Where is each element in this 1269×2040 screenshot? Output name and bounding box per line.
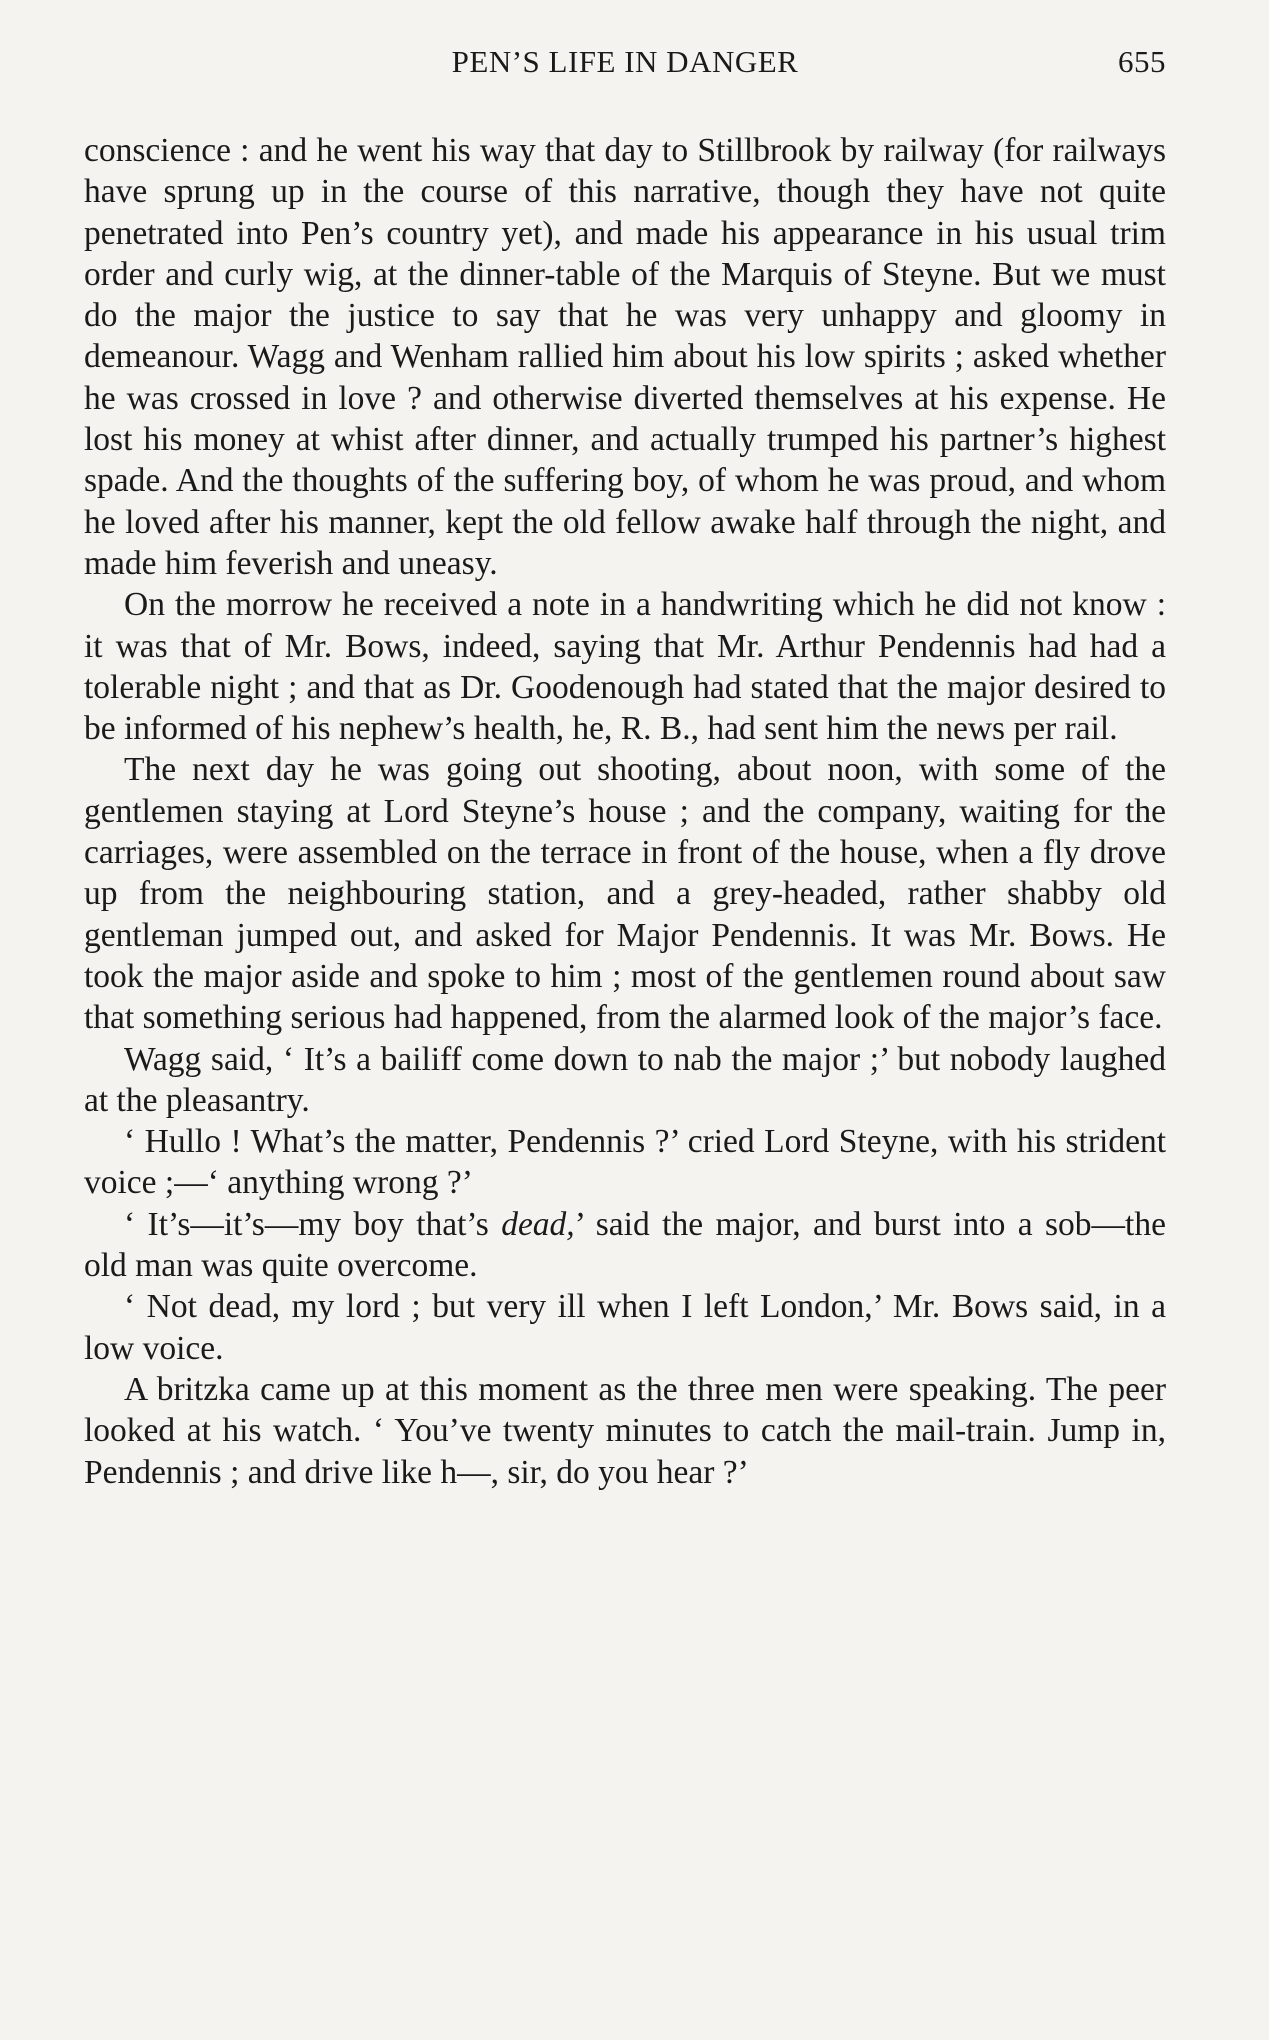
paragraph-8: A britzka came up at this moment as the three men were speaking. The peer looked at his watch. ‘ You’ve twenty minutes to catch the mail-train. Jump in, Pendennis ; and drive like h—, sir, do you hear ?’ xyxy=(84,1370,1166,1491)
paragraph-6 xyxy=(84,1204,1166,1287)
paragraph-7: ‘ Not dead, my lord ; but very ill when I left London,’ Mr. Bows said, in a low voice. xyxy=(84,1288,1166,1367)
paragraph-2: On the morrow he received a note in a handwriting which he did not know : it was that of Mr. Bows, indeed, saying that Mr. Arthur Pendennis had had a tolerable night ; and that as Dr. Goodenough had stated that the major desired to be informed of his nephew’s health, he, R. B., had sent him the news per rail. xyxy=(84,586,1166,748)
book-page xyxy=(84,44,1166,1493)
paragraph-6-after: ’ said the major, and burst into a sob—the old man was quite overcome. xyxy=(84,1205,1166,1285)
page-header xyxy=(84,44,1166,96)
paragraph-4: Wagg said, ‘ It’s a bailiff come down to nab the major ;’ but nobody laughed at the pleasantry. xyxy=(84,1040,1166,1119)
paragraph-1: conscience : and he went his way that day to Stillbrook by railway (for railways have sprung up in the course of this narrative, though they have not quite penetrated into Pen’s country yet), and made his appearance in his usual trim order and curly wig, at the dinner-table of the Marquis of Steyne. But we must do the major the justice to say that he was very unhappy and gloomy in demeanour. Wagg and Wenham rallied him about his low spirits ; asked whether he was crossed in love ? and otherwise diverted themselves at his expense. He lost his money at whist after dinner, and actually trumped his partner’s highest spade. And the thoughts of the suffering boy, of whom he was proud, and whom he loved after his manner, kept the old fellow awake half through the night, and made him feverish and uneasy. xyxy=(84,132,1166,582)
paragraph-3: The next day he was going out shooting, about noon, with some of the gentlemen staying at Lord Steyne’s house ; and the company, waiting for the carriages, were assembled on the terrace in front of the house, when a fly drove up from the neighbouring station, and a grey-headed, rather shabby old gentleman jumped out, and asked for Major Pendennis. It was Mr. Bows. He took the major aside and spoke to him ; most of the gentlemen round about saw that something serious had happened, from the alarmed look of the major’s face. xyxy=(84,751,1166,1037)
paragraph-6-emphasis: dead, xyxy=(501,1205,575,1243)
body-text xyxy=(84,130,1166,1493)
running-head: PEN’S LIFE IN DANGER xyxy=(451,44,799,79)
paragraph-5: ‘ Hullo ! What’s the matter, Pendennis ?’ cried Lord Steyne, with his strident voice ;—‘ anything wrong ?’ xyxy=(84,1123,1166,1202)
paragraph-6-before: ‘ It’s—it’s—my boy that’s xyxy=(124,1205,502,1243)
page-number: 655 xyxy=(1118,44,1166,79)
